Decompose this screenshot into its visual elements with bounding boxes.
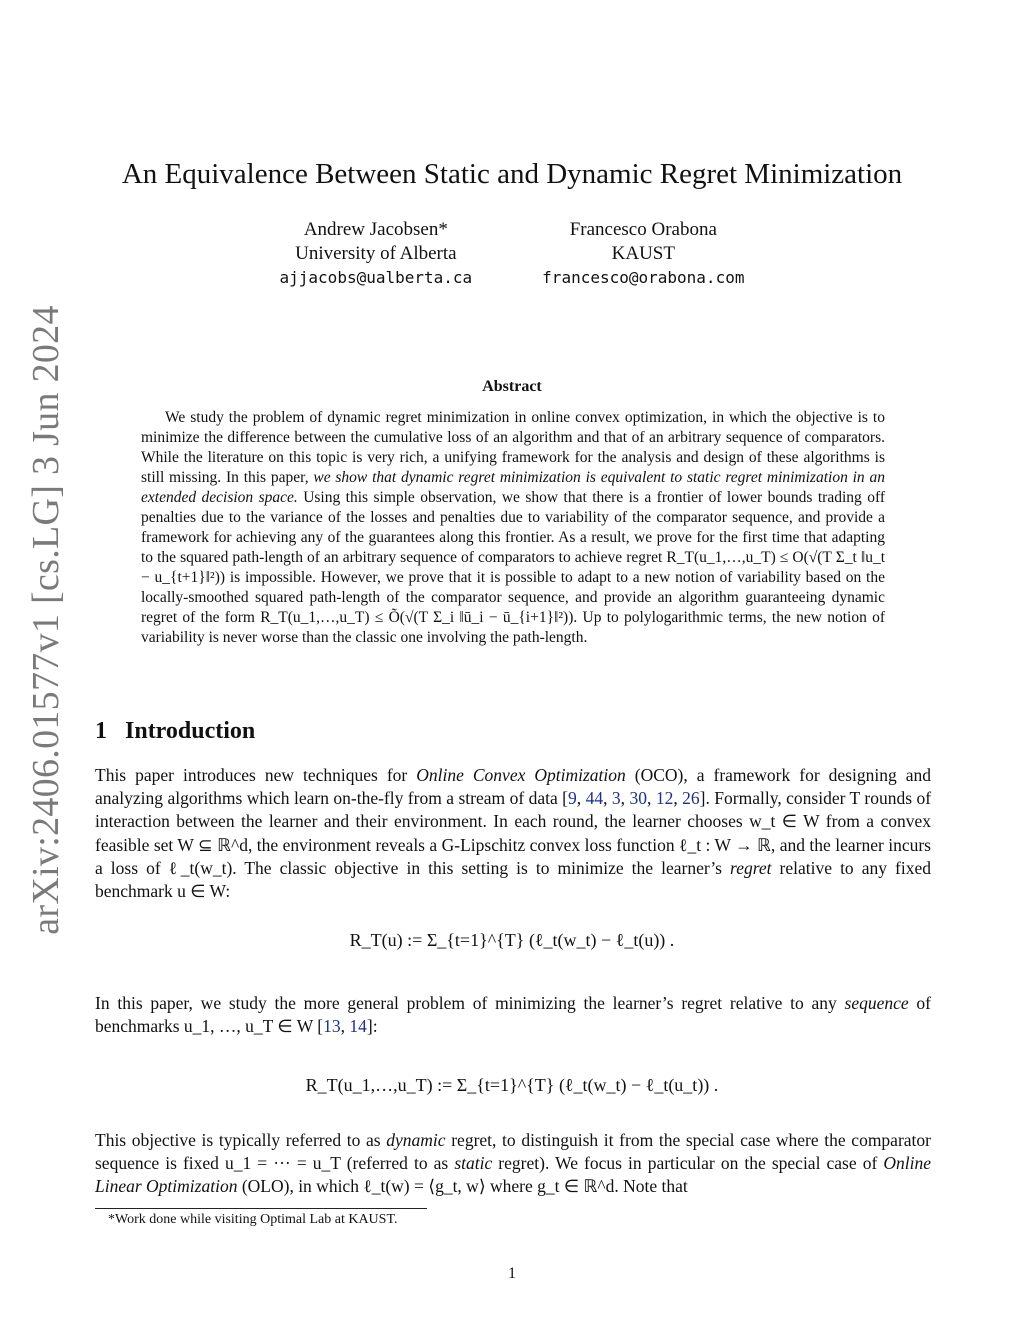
author-name: Francesco Orabona (569, 219, 717, 240)
section-title: Introduction (125, 718, 256, 744)
section-number: 1 (95, 718, 107, 744)
text: This objective is typically referred to as (95, 1130, 387, 1150)
citation-link[interactable]: 44 (585, 788, 604, 809)
author-affiliation: KAUST (611, 243, 675, 264)
emphasis: Online Linear Optimization (95, 1153, 931, 1197)
emphasis: Online Convex Optimization (416, 765, 626, 785)
citation-link[interactable]: 13 (323, 1016, 341, 1037)
citation-link[interactable]: 9 (568, 788, 577, 809)
author-email[interactable]: francesco@orabona.com (542, 268, 745, 287)
author-email[interactable]: ajjacobs@ualberta.ca (279, 268, 473, 287)
citation-list: 9, 44, 3, 30, 12, 26 (568, 788, 700, 809)
arxiv-id: arXiv:2406.01577v1 [cs.LG] 3 Jun 2024 (25, 305, 67, 935)
abstract-text: We study the problem of dynamic regret minimization in online convex optimization, in which the objective is to minimize the difference between the cumulative loss of an algorithm and that of an arbitrary sequence of comparators. While the literature on this topic is very rich, a unifying framework for the analysis and design of these algorithms is still missing. In this paper, (141, 409, 885, 486)
abstract-formula: R_T(u_1,…,u_T) ≤ O(√(T Σ_t ‖u_t − u_{t+1}‖²)) (141, 549, 885, 586)
author-1 (280, 218, 473, 290)
emphasis: regret (730, 857, 772, 878)
emphasis: dynamic (386, 1130, 446, 1150)
equation-static-regret: R_T(u) := Σ_{t=1}^{T} (ℓ_t(w_t) − ℓ_t(u)) . (349, 930, 675, 950)
citation-link[interactable]: 14 (349, 1016, 367, 1037)
equation-dynamic-regret: R_T(u_1,…,u_T) := Σ_{t=1}^{T} (ℓ_t(w_t) − ℓ_t(u_t)) . (305, 1075, 719, 1095)
text: relative to any fixed benchmark u ∈ W: (95, 857, 931, 902)
intro-paragraph-1 (95, 764, 931, 903)
text: (OLO), in which ℓ_t(w) = ⟨g_t, w⟩ where g_t ∈ ℝ^d. Note that (237, 1176, 688, 1197)
footnote: *Work done while visiting Optimal Lab at KAUST. (108, 1212, 398, 1227)
emphasis: static (454, 1153, 493, 1174)
section-heading (95, 718, 255, 745)
text: In this paper, we study the more general problem of minimizing the learner’s regret relative to any (95, 993, 845, 1013)
intro-paragraph-3 (95, 1129, 931, 1199)
text: ]: (366, 1016, 378, 1037)
abstract-heading: Abstract (482, 378, 542, 395)
footnote-rule (95, 1208, 427, 1209)
abstract-emphasis: we show that dynamic regret minimization is equivalent to static regret minimization in an extended decision space. (141, 469, 885, 506)
text: regret, to distinguish it from the special case where the comparator sequence is fixed u_1 = ··· = u_T (referred to as (95, 1130, 931, 1174)
abstract-text: . Up to polylogarithmic terms, the new notion of variability is never worse than the classic one involving the path-length. (141, 609, 886, 646)
citation-link[interactable]: 12 (655, 788, 674, 809)
author-affiliation: University of Alberta (295, 243, 457, 264)
abstract-formula: R_T(u_1,…,u_T) ≤ Õ(√(T Σ_i ‖ū_i − ū_{i+1}‖²)) (260, 609, 574, 626)
author-block (0, 218, 1024, 290)
paper-title: An Equivalence Between Static and Dynamic Regret Minimization (121, 158, 903, 190)
text: ]. Formally, consider T rounds of interaction between the learner and their environment. In each round, the learner chooses w_t ∈ W from a convex feasible set W ⊆ ℝ^d, the environment reveals a G-Lipschitz convex loss function ℓ_t : W → ℝ, and the learner incurs a loss of ℓ_t(w_t). The classic objective in this setting is to minimize the learner’s (95, 788, 932, 878)
text: (OCO), a framework for designing and analyzing algorithms which learn on-the-fly from a stream of data [ (95, 765, 931, 809)
arxiv-sidebar-stamp (16, 305, 76, 935)
citation-link[interactable]: 3 (611, 788, 621, 809)
text: of benchmarks u_1, …, u_T ∈ W [ (95, 993, 931, 1037)
author-name: Andrew Jacobsen* (303, 219, 448, 240)
author-2 (542, 218, 744, 290)
text: regret). We focus in particular on the special case of (492, 1153, 884, 1174)
intro-paragraph-2 (95, 992, 931, 1038)
abstract-text: is impossible. However, we prove that it is possible to adapt to a new notion of variability based on the locally-smoothed squared path-length of the comparator sequence, and provide an algorithm guaranteeing dynamic regret of the form (141, 569, 885, 626)
citation-link[interactable]: 30 (629, 788, 647, 809)
citation-link[interactable]: 26 (682, 788, 700, 809)
abstract-text: Using this simple observation, we show that there is a frontier of lower bounds trading off penalties due to the variance of the losses and penalties due to variability of the comparator sequence, and provide a framework for achieving any of the guarantees along this frontier. As a result, we prove for the first time that adapting to the squared path-length of an arbitrary sequence of comparators to achieve regret (141, 489, 885, 566)
citation-list: 13, 14 (323, 1016, 367, 1037)
emphasis: sequence (844, 993, 909, 1013)
page-number: 1 (508, 1265, 516, 1282)
text: This paper introduces new techniques for (95, 765, 417, 785)
abstract-body (141, 408, 885, 648)
